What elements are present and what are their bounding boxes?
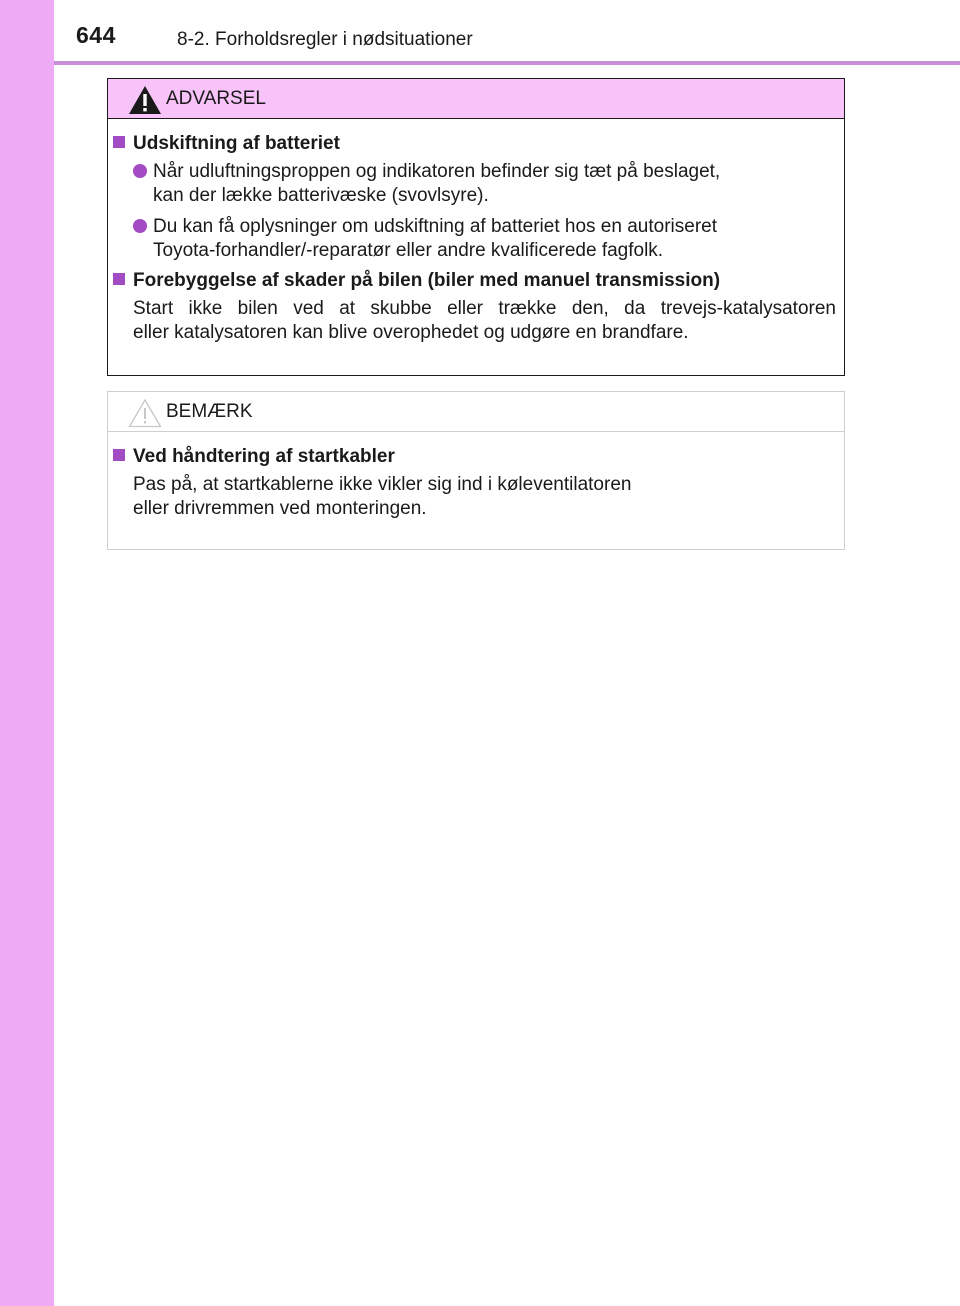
circle-bullet-icon bbox=[133, 164, 147, 178]
warning-box bbox=[107, 78, 845, 376]
warning-box-header bbox=[108, 79, 844, 119]
notice-box bbox=[107, 391, 845, 550]
topic-heading bbox=[113, 133, 836, 155]
paragraph bbox=[133, 473, 836, 521]
square-bullet-icon bbox=[113, 449, 125, 461]
text-line: eller katalysatoren kan blive overophedet og udgøre en brandfare. bbox=[133, 322, 689, 343]
bullet-text bbox=[153, 160, 720, 208]
warning-triangle-icon bbox=[128, 85, 162, 115]
notice-box-body bbox=[108, 432, 844, 521]
warning-box-body bbox=[108, 119, 844, 345]
warning-label: ADVARSEL bbox=[166, 88, 266, 109]
topic-heading bbox=[113, 270, 836, 292]
notice-label: BEMÆRK bbox=[166, 401, 253, 422]
topic-title: Ved håndtering af startkabler bbox=[133, 446, 395, 467]
list-item bbox=[133, 215, 836, 263]
square-bullet-icon bbox=[113, 273, 125, 285]
topic-title: Udskiftning af batteriet bbox=[133, 133, 340, 154]
page-number: 644 bbox=[76, 22, 116, 48]
page-sidebar-band bbox=[0, 0, 54, 1306]
text-line: Du kan få oplysninger om udskiftning af batteriet hos en autoriseret bbox=[153, 216, 717, 237]
list-item bbox=[133, 160, 836, 208]
section-title: 8-2. Forholdsregler i nødsituationer bbox=[177, 29, 473, 50]
notice-box-header bbox=[108, 392, 844, 432]
text-line: Toyota-forhandler/-reparatør eller andre kvalificerede fagfolk. bbox=[153, 240, 664, 261]
topic-title: Forebyggelse af skader på bilen (biler med manuel transmission) bbox=[133, 270, 721, 291]
caution-triangle-icon bbox=[128, 398, 162, 428]
paragraph bbox=[133, 297, 836, 345]
text-line: eller drivremmen ved monteringen. bbox=[133, 498, 427, 519]
bullet-text bbox=[153, 215, 717, 263]
text-line: Når udluftningsproppen og indikatoren befinder sig tæt på beslaget, bbox=[153, 161, 721, 182]
square-bullet-icon bbox=[113, 136, 125, 148]
text-line: Start ikke bilen ved at skubbe eller trække den, da trevejs-katalysatoren bbox=[133, 298, 836, 319]
header-divider bbox=[54, 61, 960, 65]
topic-heading bbox=[113, 446, 836, 468]
text-line: kan der lække batterivæske (svovlsyre). bbox=[153, 185, 489, 206]
circle-bullet-icon bbox=[133, 219, 147, 233]
text-line: Pas på, at startkablerne ikke vikler sig ind i køleventilatoren bbox=[133, 474, 632, 495]
